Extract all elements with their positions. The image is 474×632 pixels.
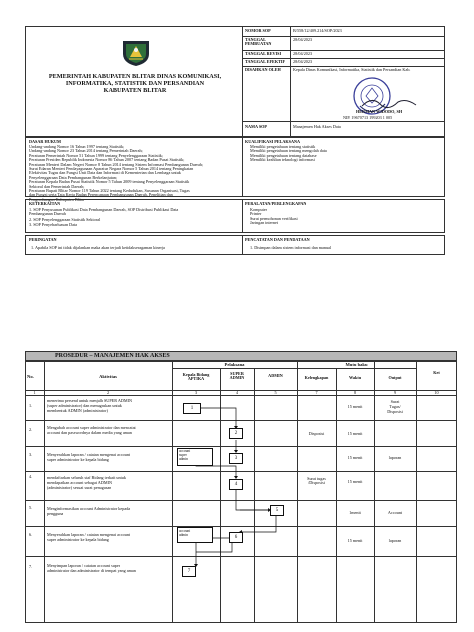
row-activity: menerima persend untuk menjalh SUPER ADMIN [47, 399, 133, 403]
col-header-admin: ADMIN [268, 374, 283, 378]
col-header-pelaksana: Pelaksana [224, 363, 245, 367]
field-label-nomor-sop: NOMOR SOP [245, 29, 271, 33]
row-kelengkapan: Disposisi [308, 432, 325, 436]
flow-step-6: 6 [229, 532, 243, 543]
row-activity: (administrator) sesuai surat penugasan [47, 486, 112, 490]
list-item: Efektivitas Tugas dan Fungsi Unit Data dan Informasi di Kementerian dan Lembaga untuk [29, 171, 181, 176]
flow-step-3: 3 [229, 453, 243, 464]
col-header-output: Output [388, 376, 402, 380]
col-header-waktu: Waktu [348, 376, 362, 380]
pencatatan-title: PENCATATAN DAN PENDATAAN [245, 238, 310, 242]
col-header-ket: Ket [433, 371, 440, 375]
row-activity: Menginformasikan account Administrator kepada [47, 507, 131, 511]
flow-note-admin: account admin [177, 527, 213, 543]
list-item: Peraturan Kepala Badan Pusat Statistik Nomor 5 Tahun 2009 tentang Penyelenggaraan Statistik [29, 180, 190, 185]
row-output: Disposisi [387, 410, 403, 414]
row-kelengkapan: Surat tugas /Disposisi [307, 477, 326, 486]
col-header-kepala: Kepala Bidang APTIKA [182, 373, 210, 382]
signer-name: HERMAN WIDODO, SH [356, 110, 403, 114]
row-no: 5. [29, 506, 33, 510]
list-item: Peraturan Menteri Dalam Negeri Nomor 8 Tahun 2014 tentang Sistem Informasi Pembangunan Daerah; [29, 162, 204, 167]
row-no: 4. [29, 475, 33, 479]
row-waktu: 15 menit [347, 405, 363, 409]
row-no: 6. [29, 533, 33, 537]
list-item: Peraturan Presiden Republik Indonesia Nomor 86 Tahun 2007 tentang Badan Pusat Statistik; [29, 158, 185, 163]
list-item: Jaringan internet [250, 221, 279, 226]
org-name-line-3: KABUPATEN BLITAR [103, 88, 167, 94]
org-name-line-2: INFORMATIKA, STATISTIK DAN PERSANDIAN [65, 81, 205, 87]
list-item: Peraturan Bupati Blitar Nomor 119 Tahun 2022 tentang Kedudukan, Susunan Organisasi, Tugas [29, 189, 190, 194]
flow-step-5: 5 [270, 505, 284, 516]
flow-note-super-admin: account super admin [177, 448, 213, 466]
row-no: 1. [29, 404, 33, 408]
list-item: Peraturan Pemerintah Nomor 51 Tahun 1999 tentang Penyelenggaraan Statistik; [29, 153, 164, 158]
row-output: Account [387, 511, 403, 515]
field-label-tanggal-efektif: TANGGAL EFEKTIF [245, 60, 286, 64]
list-item: 2. SOP Penyelenggaraan Statistik Sektoral [29, 217, 101, 222]
list-item: 3. SOP Penyebarluasan Data [29, 223, 77, 228]
peringatan-title: PERINGATAN [29, 238, 57, 242]
col-header-no: No. [27, 375, 34, 379]
field-label-tanggal-revisi: TANGGAL REVISI [245, 52, 282, 56]
list-item: 1. SOP Penyusunan Publikasi Data Pembangunan Daerah, SOP Distribusi Publikasi Data [29, 208, 179, 212]
row-output: Tugas/ [389, 405, 401, 409]
list-item: Sektoral dan Pemerintah Daerah; [29, 184, 85, 189]
field-label-tanggal-pembuatan: TANGGAL PEMBUATAN [245, 38, 272, 47]
field-label-disahkan-oleh: DISAHKAN OLEH [245, 68, 281, 72]
col-header-mutu: Mutu baku [345, 363, 368, 367]
keterkaitan-title: KETERKAITAN [29, 202, 61, 206]
kualifikasi-title: KUALIFIKASI PELAKSANA [245, 140, 301, 144]
flow-step-4: 4 [229, 479, 243, 490]
row-activity: super administrator ke kepala bidang [47, 458, 109, 462]
row-activity: account dan passwordnya dalam media yang aman [47, 431, 132, 435]
sop-name-label: NAMA SOP [245, 125, 267, 129]
field-value-tanggal-pembuatan: 28/04/2023 [293, 38, 313, 42]
list-item: Surat Edaran Menteri Pendayagunaan Aparatur Negara Nomor 5 Tahun 2014 tentang Peningkatan [29, 167, 194, 172]
row-activity: (super administrator) dan menugaskan untuk [47, 404, 122, 408]
col-number: 1 [33, 391, 36, 395]
peralatan-title: PERALATAN/PERLENGKAPAN [245, 202, 307, 206]
col-header-super: SUPER ADMIN [229, 372, 245, 381]
row-activity: super administrator ke kepala bidang [47, 538, 109, 542]
org-name-line-1: PEMERINTAH KABUPATEN BLITAR DINAS KOMUNIKASI, [48, 74, 222, 80]
row-activity: pengguna [47, 512, 64, 516]
row-waktu: 15 menit [347, 432, 363, 436]
field-value-tanggal-efektif: 28/04/2023 [293, 60, 313, 64]
flow-step-1: 1 [183, 403, 201, 414]
row-activity: mendapatkan account sebagai ADMIN [47, 481, 113, 485]
list-item: Memiliki keahlian teknologi informasi [250, 158, 315, 163]
row-output: Surat [390, 400, 400, 404]
dasar-hukum-title: DASAR HUKUM [29, 140, 61, 144]
row-output: laporan [388, 456, 402, 460]
col-number: 9 [393, 391, 397, 395]
pencatatan-text: 1. Disimpan dalam sistem informasi dan manual [250, 246, 332, 250]
list-item: Memiliki pengetahuan tentang statistik [250, 145, 316, 149]
list-item: Pembangunan Daerah [29, 212, 66, 217]
row-no: 2. [29, 428, 33, 432]
procedure-title: PROSEDUR – MANAJEMEN HAK AKSES [55, 353, 170, 359]
list-item: Undang-undang Nomor 16 Tahun 1997 tentang Statistik; [29, 145, 125, 149]
col-number: 10 [434, 391, 439, 395]
row-no: 7. [29, 565, 33, 569]
col-number: 3 [194, 391, 198, 395]
row-activity: Menyimpan laporan / catatan account super [47, 564, 121, 568]
row-activity: membentuk ADMIN (administrator) [47, 409, 108, 413]
field-value-tanggal-revisi: 28/04/2023 [293, 52, 313, 56]
field-value-nomor-sop: B/558/12/409.214/SOP/2023 [293, 29, 342, 33]
flow-step-2: 2 [229, 428, 243, 439]
peringatan-text: 1. Apabila SOP ini tidak dijalankan maka akan terjadi ketidakseragaman kinerja [31, 246, 165, 250]
row-waktu: 15 menit [347, 539, 363, 543]
row-waktu: 15 menit [347, 456, 363, 460]
row-waktu: 15 menit [347, 480, 363, 484]
signer-nip: NIP. 19670713 199203 1 005 [343, 116, 393, 120]
col-number: 5 [274, 391, 277, 395]
row-waktu: 1menit [349, 511, 361, 515]
col-number: 2 [106, 391, 110, 395]
row-activity: Menyerahkan laporan / catatan mengenai account [47, 453, 131, 457]
list-item: Surat permohonan verifikasi [250, 216, 298, 221]
col-number: 7 [315, 391, 318, 395]
sop-name-value: Manajemen Hak Akses Data [293, 125, 341, 129]
list-item: Undang-undang Nomor 23 Tahun 2014 tentang Pemerintah Daerah; [29, 149, 143, 154]
col-number: 8 [353, 391, 357, 395]
flow-step-7: 7 [182, 566, 196, 577]
list-item: dan Fungsi serta Tata Kerja Badan Perencanaan Pembangunan Daerah, Penelitian dan [29, 193, 173, 198]
row-no: 3. [29, 453, 33, 457]
list-item: Memiliki pengetahuan tentang mengolah data [250, 149, 327, 154]
col-header-kelengkapan: Kelengkapan [304, 376, 329, 380]
field-value-disahkan-oleh: Kepala Dinas Komunikasi, Informatika, Statistik dan Persandian Kab. [293, 68, 411, 72]
row-output: laporan [388, 539, 402, 543]
list-item: Komputer [250, 208, 267, 212]
list-item: Memiliki pengetahuan tentang database [250, 153, 317, 158]
list-item: Printer [250, 212, 262, 217]
col-header-aktivitas: Aktivitas [99, 375, 117, 379]
list-item: Penyelenggaraan Data Pembangunan Berkelanjutan; [29, 175, 118, 180]
row-activity: mendaftarkan seluruh staf Bidang terkait untuk [47, 476, 126, 480]
row-activity: administrator dan administrator di tempat yang aman [47, 569, 136, 573]
list-item: Pengembangan Kabupaten Blitar [29, 197, 85, 202]
row-activity: Menyerahkan laporan / catatan mengenai account [47, 533, 131, 537]
col-number: 4 [235, 391, 239, 395]
row-activity: Mengubah account super administrator dan mencatat [47, 426, 136, 430]
